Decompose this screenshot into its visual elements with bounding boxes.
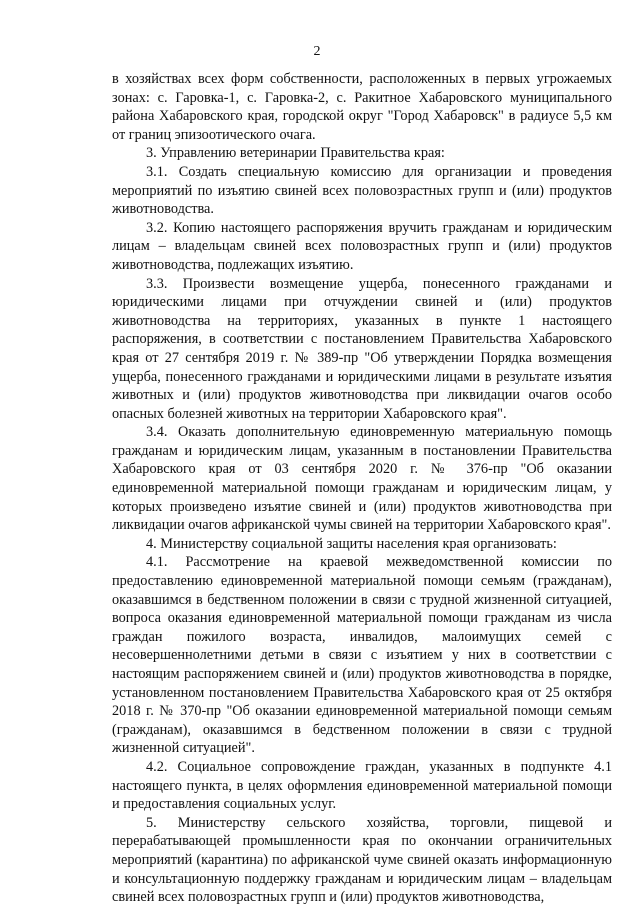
- paragraph-item-3-3: 3.3. Произвести возмещение ущерба, понесенного гражданами и юридическими лицами при отчуждении свиней и (или) продуктов животноводства на территориях, указанных в пункте 1 настоящего распоряжения, в соответствии с постановлением Правительства Хабаровского края от 27 сентября 2019 г. № 389-пр "Об утверждении Порядка возмещения ущерба, понесенного гражданами и юридическими лицами в результате изъятия животных и (или) продуктов животноводства при ликвидации очагов особо опасных болезней животных на территории Хабаровского края".: [112, 275, 612, 422]
- paragraph-item-3: 3. Управлению ветеринарии Правительства края:: [146, 145, 445, 162]
- paragraph-item-3-2: 3.2. Копию настоящего распоряжения вручить гражданам и юридическим лицам – владельцам свиней всех половозрастных групп и (или) продуктов животноводства, подлежащих изъятию.: [112, 219, 612, 273]
- paragraph-item-5: 5. Министерству сельского хозяйства, торговли, пищевой и перерабатывающей промышленности края по окончании ограничительных мероприятий (карантина) по африканской чуме свиней оказать информационную и консультационную поддержку гражданам и юридическим лицам – владельцам свиней всех половозрастных групп и (или) продуктов животноводства,: [112, 814, 612, 906]
- paragraph-item-4: 4. Министерству социальной защиты населения края организовать:: [146, 535, 557, 552]
- paragraph-item-4-1: 4.1. Рассмотрение на краевой межведомственной комиссии по предоставлению единовременной материальной помощи семьям (гражданам), оказавшимся в бедственном положении в связи с трудной жизненной ситуацией, вопроса оказания единовременной материальной помощи гражданам из числа граждан пожилого возраста, инвалидов, малоимущих семей с несовершеннолетними детьми в связи с изъятием у них в соответствии с настоящим распоряжением свиней и (или) продуктов животноводства в порядке, установленном постановлением Правительства Хабаровского края от 25 октября 2018 г. № 370-пр "Об оказании единовременной материальной помощи семьям (гражданам), оказавшимся в бедственном положении в связи с трудной жизненной ситуацией".: [112, 554, 612, 757]
- paragraph-continuation: в хозяйствах всех форм собственности, расположенных в первых угрожаемых зонах: с. Гаровка-1, с. Гаровка-2, с. Ракитное Хабаровского муниципального района Хабаровского края, городской округ "Город Хабаровск" в радиусе 5,5 км от границ эпизоотического очага.: [112, 71, 612, 143]
- paragraph-item-3-4: 3.4. Оказать дополнительную единовременную материальную помощь гражданам и юридическим лицам, указанным в постановлении Правительства Хабаровского края от 03 сентября 2020 г. № 376-пр "Об оказании единовременной материальной помощи гражданам и юридическим лицам, у которых произведено изъятие свиней и (или) продуктов животноводства при ликвидации очагов африканской чумы свиней на территории Хабаровского края".: [112, 424, 612, 534]
- paragraph-item-4-2: 4.2. Социальное сопровождение граждан, указанных в подпункте 4.1 настоящего пункта, в целях оформления единовременной материальной помощи и предоставления социальных услуг.: [112, 758, 612, 813]
- paragraph-item-3-1: 3.1. Создать специальную комиссию для организации и проведения мероприятий по изъятию свиней всех половозрастных групп и (или) продуктов животноводства.: [112, 163, 612, 218]
- page-number: 2: [313, 44, 321, 59]
- document-body: [112, 70, 612, 907]
